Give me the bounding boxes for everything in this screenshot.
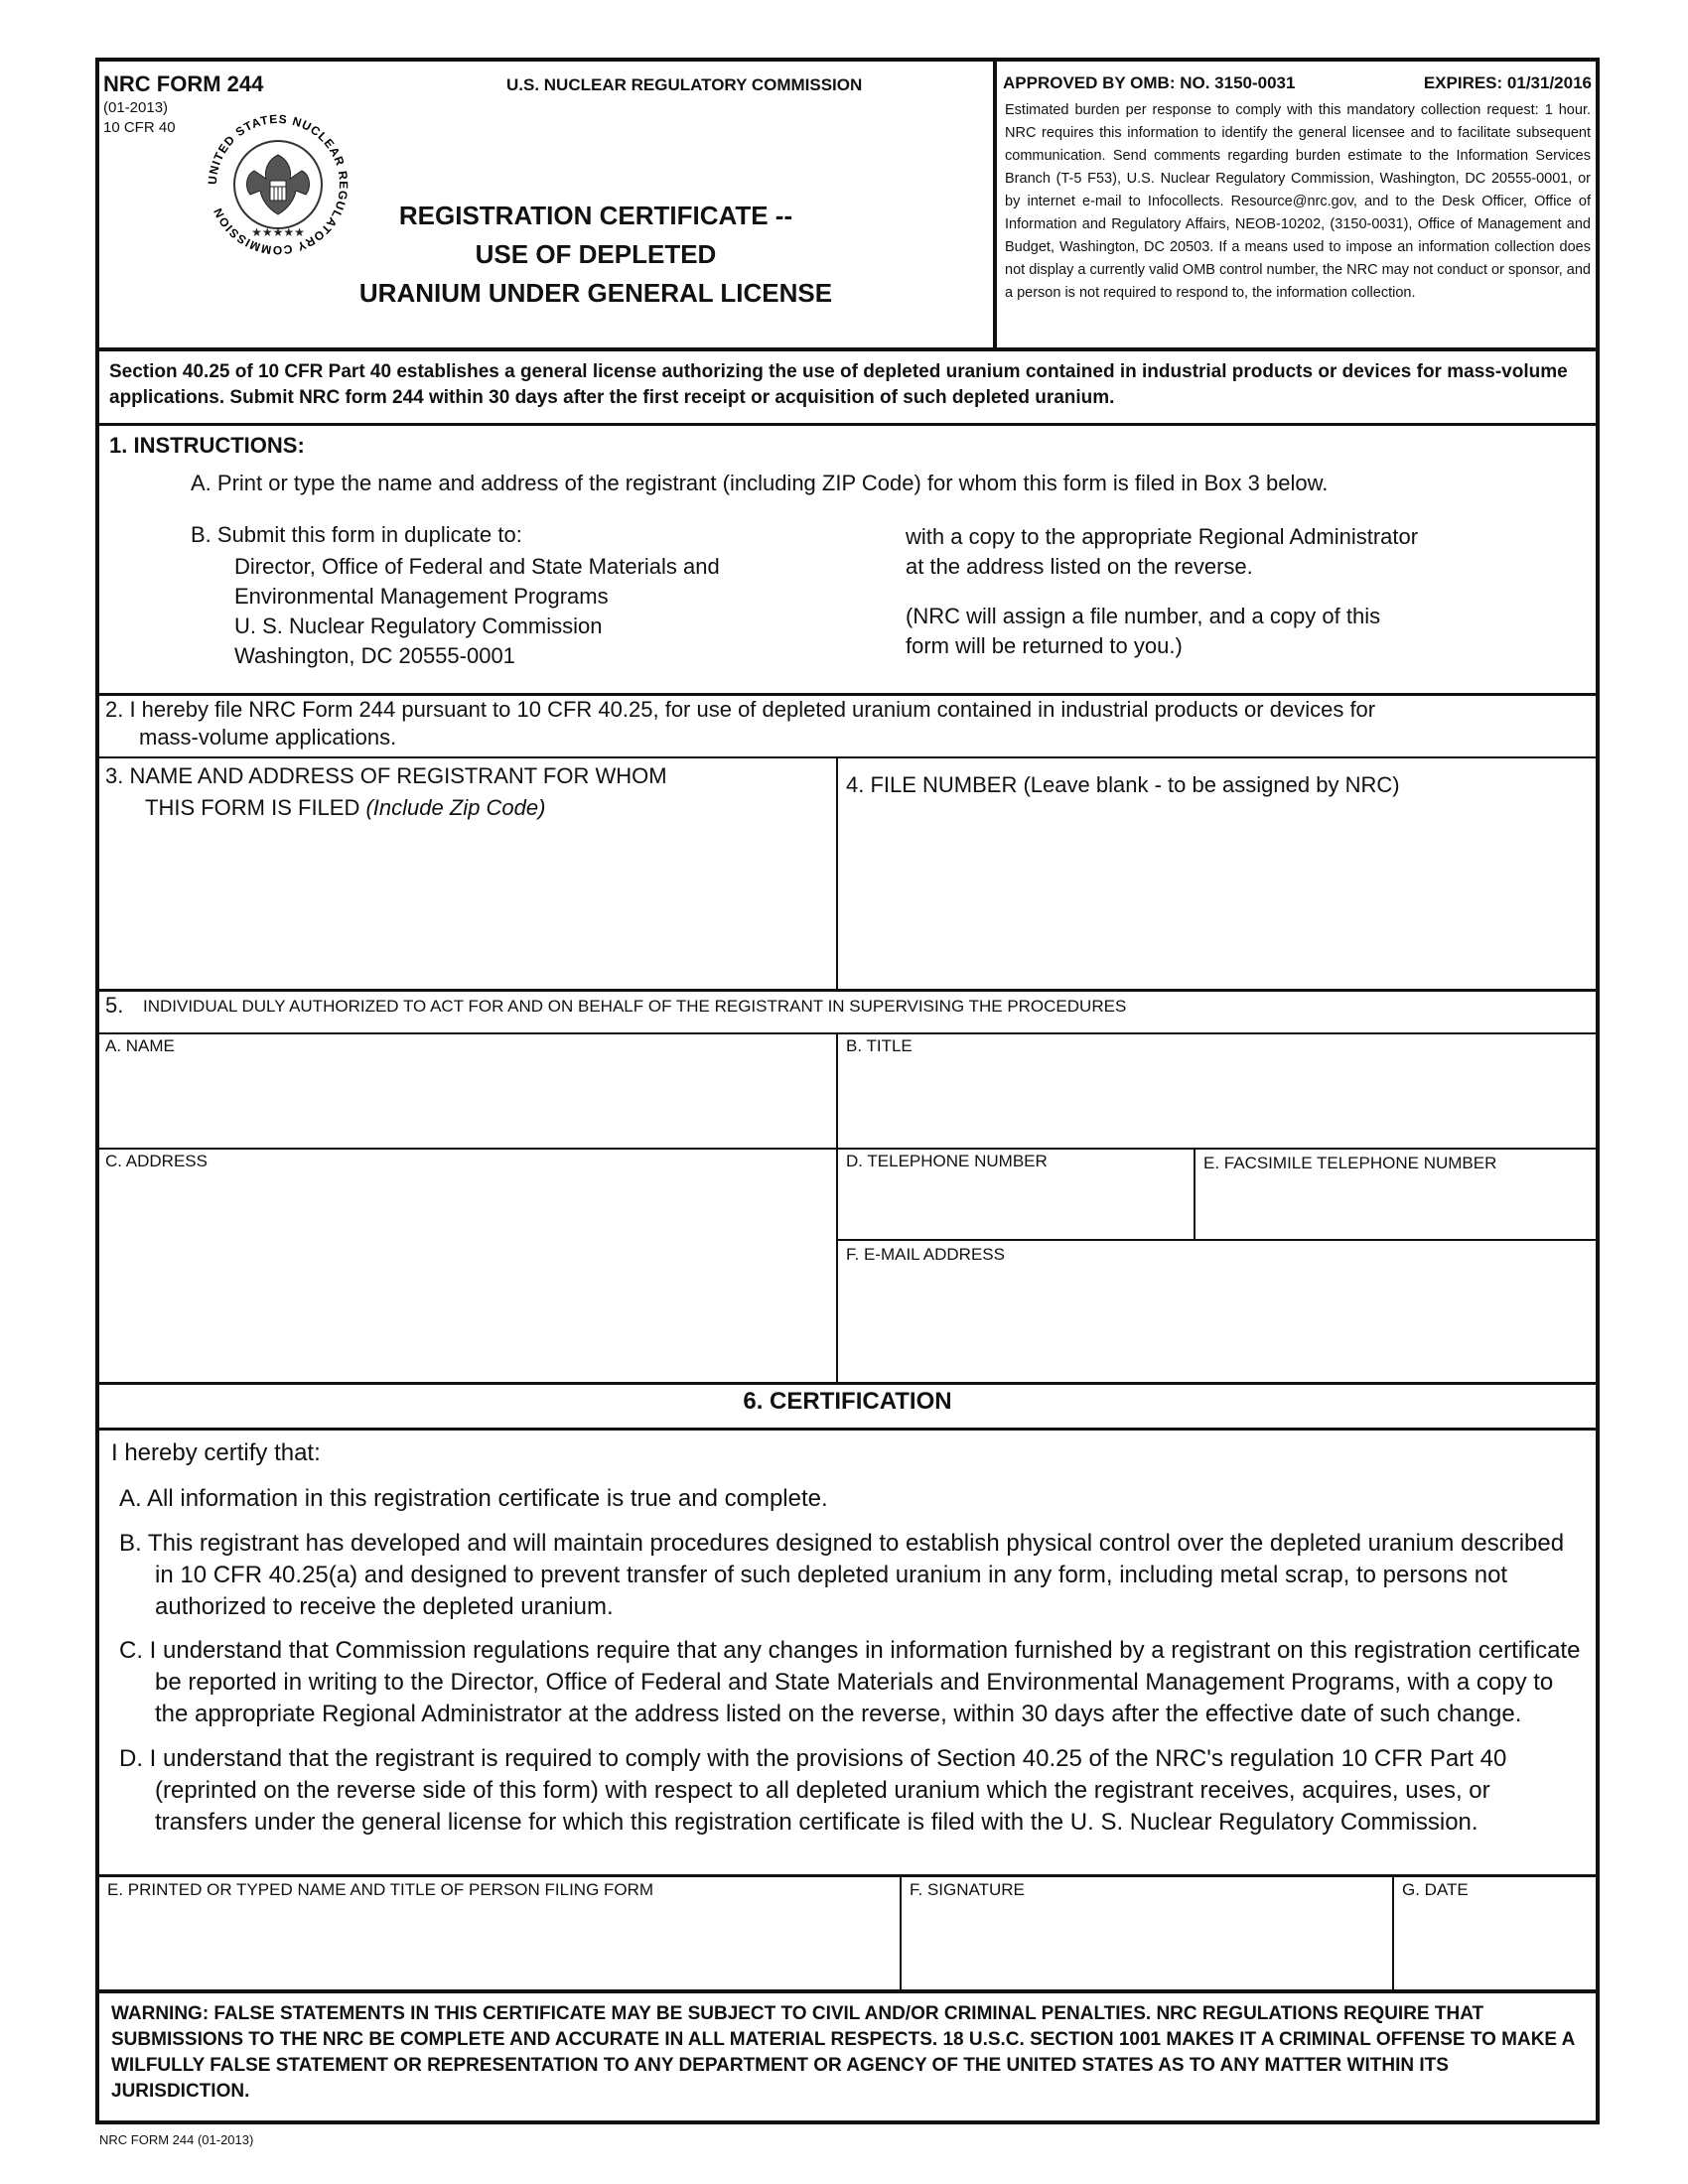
certification-item-c: C. I understand that Commission regulations require that any changes in information furnished by a registrant on this registration certificate be reported in writing to the Director, Office of Federal and State Materials and Environmental Management Programs, with a copy to the appropriate Regional Administrator at the address listed on the reverse, within 30 days after the effective date of such change. [119, 1637, 1581, 1727]
divider [99, 1989, 1596, 1993]
form-frame [95, 58, 1600, 2124]
title-line-2: USE OF DEPLETED [475, 239, 717, 269]
email-field[interactable] [846, 1267, 1591, 1378]
divider [99, 1032, 1596, 1034]
divider [1194, 1148, 1196, 1239]
omb-burden-text: Estimated burden per response to comply with this mandatory collection request: 1 hour. NRC requires this information to identify the general licensee and to facilitate subsequent communication. Send comments regarding burden estimate to the Information Services Branch (T-5 F53), U.S. Nuclear Regulatory Commission, Washington, DC 20555-0001, or by internet e-mail to Infocollects. Resource@nrc.gov, and to the Desk Officer, Office of Information and Regulatory Affairs, NEOB-10202, (3150-0031), Office of Management and Budget, Washington, DC 20503. If a means used to impose an information collection does not display a currently valid OMB control number, the NRC may not conduct or sponsor, and a person is not required to respond to, the information collection. [1005, 102, 1591, 301]
certification-intro: I hereby certify that: [111, 1439, 321, 1466]
form-edition: (01-2013) [103, 99, 169, 116]
date-label: G. DATE [1402, 1880, 1469, 1899]
item-3-line-2 [105, 792, 667, 824]
item-3-line-1: 3. NAME AND ADDRESS OF REGISTRANT FOR WHOM [105, 763, 667, 788]
printed-name-field[interactable] [107, 1904, 892, 1985]
address-line: Washington, DC 20555-0001 [234, 643, 515, 668]
signature-field[interactable] [910, 1904, 1386, 1985]
copy-line: at the address listed on the reverse. [906, 554, 1253, 579]
item-2-line-2: mass-volume applications. [139, 725, 397, 750]
divider [99, 1148, 1596, 1150]
form-cfr: 10 CFR 40 [103, 119, 176, 136]
instruction-b-label: B. Submit this form in duplicate to: [191, 522, 522, 547]
title-field[interactable] [846, 1058, 1591, 1144]
instruction-b-address [234, 552, 720, 671]
divider [99, 1874, 1596, 1877]
title-label: B. TITLE [846, 1036, 913, 1055]
divider [99, 1428, 1596, 1431]
omb-approved: APPROVED BY OMB: NO. 3150-0031 [1003, 73, 1296, 92]
instructions-heading: 1. INSTRUCTIONS: [109, 433, 305, 458]
address-line: U. S. Nuclear Regulatory Commission [234, 614, 603, 638]
warning-text: WARNING: FALSE STATEMENTS IN THIS CERTIFICATE MAY BE SUBJECT TO CIVIL AND/OR CRIMINAL PENALTIES. NRC REGULATIONS REQUIRE THAT SUBMISSIONS TO THE NRC BE COMPLETE AND ACCURATE IN ALL MATERIAL RESPECTS. 18 U.S.C. SECTION 1001 MAKES IT A CRIMINAL OFFENSE TO MAKE A WILFULLY FALSE STATEMENT OR REPRESENTATION TO ANY DEPARTMENT OR AGENCY OF THE UNITED STATES AS TO ANY MATTER WITHIN ITS JURISDICTION. [111, 2003, 1575, 2102]
item-3-label [105, 760, 667, 824]
instruction-copy [906, 522, 1418, 582]
divider [99, 347, 1596, 351]
address-label: C. ADDRESS [105, 1152, 208, 1170]
fax-label: E. FACSIMILE TELEPHONE NUMBER [1203, 1154, 1497, 1172]
title-line-3: URANIUM UNDER GENERAL LICENSE [358, 278, 833, 308]
divider [836, 1032, 838, 1382]
seal-text: UNITED STATES NUCLEAR REGULATORY COMMISSION [205, 111, 352, 258]
copy-line: with a copy to the appropriate Regional Administrator [906, 524, 1419, 549]
telephone-field[interactable] [846, 1173, 1194, 1235]
title-line-1: REGISTRATION CERTIFICATE -- [398, 201, 793, 230]
file-number-field[interactable] [846, 816, 1591, 985]
item-3-line-2-italic: (Include Zip Code) [365, 795, 546, 820]
divider [99, 423, 1596, 426]
address-field[interactable] [105, 1173, 830, 1378]
name-field[interactable] [105, 1058, 830, 1144]
divider [900, 1874, 902, 1989]
certification-list [119, 1483, 1589, 1839]
email-label: F. E-MAIL ADDRESS [846, 1245, 1005, 1264]
divider [99, 756, 1596, 758]
divider [99, 693, 1596, 696]
certification-item-a: A. All information in this registration certificate is true and complete. [119, 1485, 828, 1512]
certification-heading: 6. CERTIFICATION [743, 1388, 952, 1415]
registrant-name-address-field[interactable] [105, 836, 830, 985]
omb-expires: EXPIRES: 01/31/2016 [1423, 73, 1592, 92]
instruction-a: A. Print or type the name and address of the registrant (including ZIP Code) for whom this form is filed in Box 3 below. [191, 471, 1329, 495]
divider [836, 1239, 1596, 1241]
item-3-line-2-text: THIS FORM IS FILED [145, 795, 360, 820]
certification-item-d: D. I understand that the registrant is required to comply with the provisions of Section 40.25 of the NRC's regulation 10 CFR Part 40 (reprinted on the reverse side of this form) with respect to all depleted uranium which the registrant receives, acquires, uses, or transfers under the general license for which this registration certificate is filed with the U. S. Nuclear Regulatory Commission. [119, 1745, 1507, 1836]
date-field[interactable] [1402, 1904, 1591, 1985]
divider [836, 756, 838, 989]
instruction-note [906, 602, 1380, 661]
note-line: form will be returned to you.) [906, 633, 1183, 658]
address-line: Environmental Management Programs [234, 584, 609, 609]
item-2-line-1: 2. I hereby file NRC Form 244 pursuant to 10 CFR 40.25, for use of depleted uranium contained in industrial products or devices for [105, 697, 1376, 722]
name-label: A. NAME [105, 1036, 175, 1055]
agency-name: U.S. NUCLEAR REGULATORY COMMISSION [506, 75, 863, 94]
printed-name-label: E. PRINTED OR TYPED NAME AND TITLE OF PERSON FILING FORM [107, 1880, 654, 1899]
omb-box [997, 62, 1600, 347]
svg-text:★★★★★: ★★★★★ [251, 225, 305, 239]
item-5-number: 5. [105, 993, 124, 1018]
fax-field[interactable] [1203, 1175, 1591, 1235]
intro-text: Section 40.25 of 10 CFR Part 40 establishes a general license authorizing the use of depleted uranium contained in industrial products or devices for mass-volume applications. Submit NRC form 244 within 30 days after the first receipt or acquisition of such depleted uranium. [109, 361, 1568, 408]
form-title [348, 197, 844, 313]
footer-form-id: NRC FORM 244 (01-2013) [99, 2132, 254, 2147]
form-id: NRC FORM 244 [103, 71, 264, 96]
nrc-seal-icon [199, 105, 357, 264]
signature-label: F. SIGNATURE [910, 1880, 1025, 1899]
divider [1392, 1874, 1394, 1989]
certification-item-b: B. This registrant has developed and will maintain procedures designed to establish physical control over the depleted uranium described in 10 CFR 40.25(a) and designed to prevent transfer of such depleted uranium in any form, including metal scrap, to persons not authorized to receive the depleted uranium. [119, 1530, 1565, 1620]
note-line: (NRC will assign a file number, and a copy of this [906, 604, 1381, 628]
address-line: Director, Office of Federal and State Materials and [234, 554, 720, 579]
divider [99, 1382, 1596, 1385]
telephone-label: D. TELEPHONE NUMBER [846, 1152, 1048, 1170]
divider [99, 989, 1596, 992]
item-4-label: 4. FILE NUMBER (Leave blank - to be assigned by NRC) [846, 772, 1400, 797]
item-5-heading: INDIVIDUAL DULY AUTHORIZED TO ACT FOR AND ON BEHALF OF THE REGISTRANT IN SUPERVISING THE PROCEDURES [143, 997, 1127, 1016]
